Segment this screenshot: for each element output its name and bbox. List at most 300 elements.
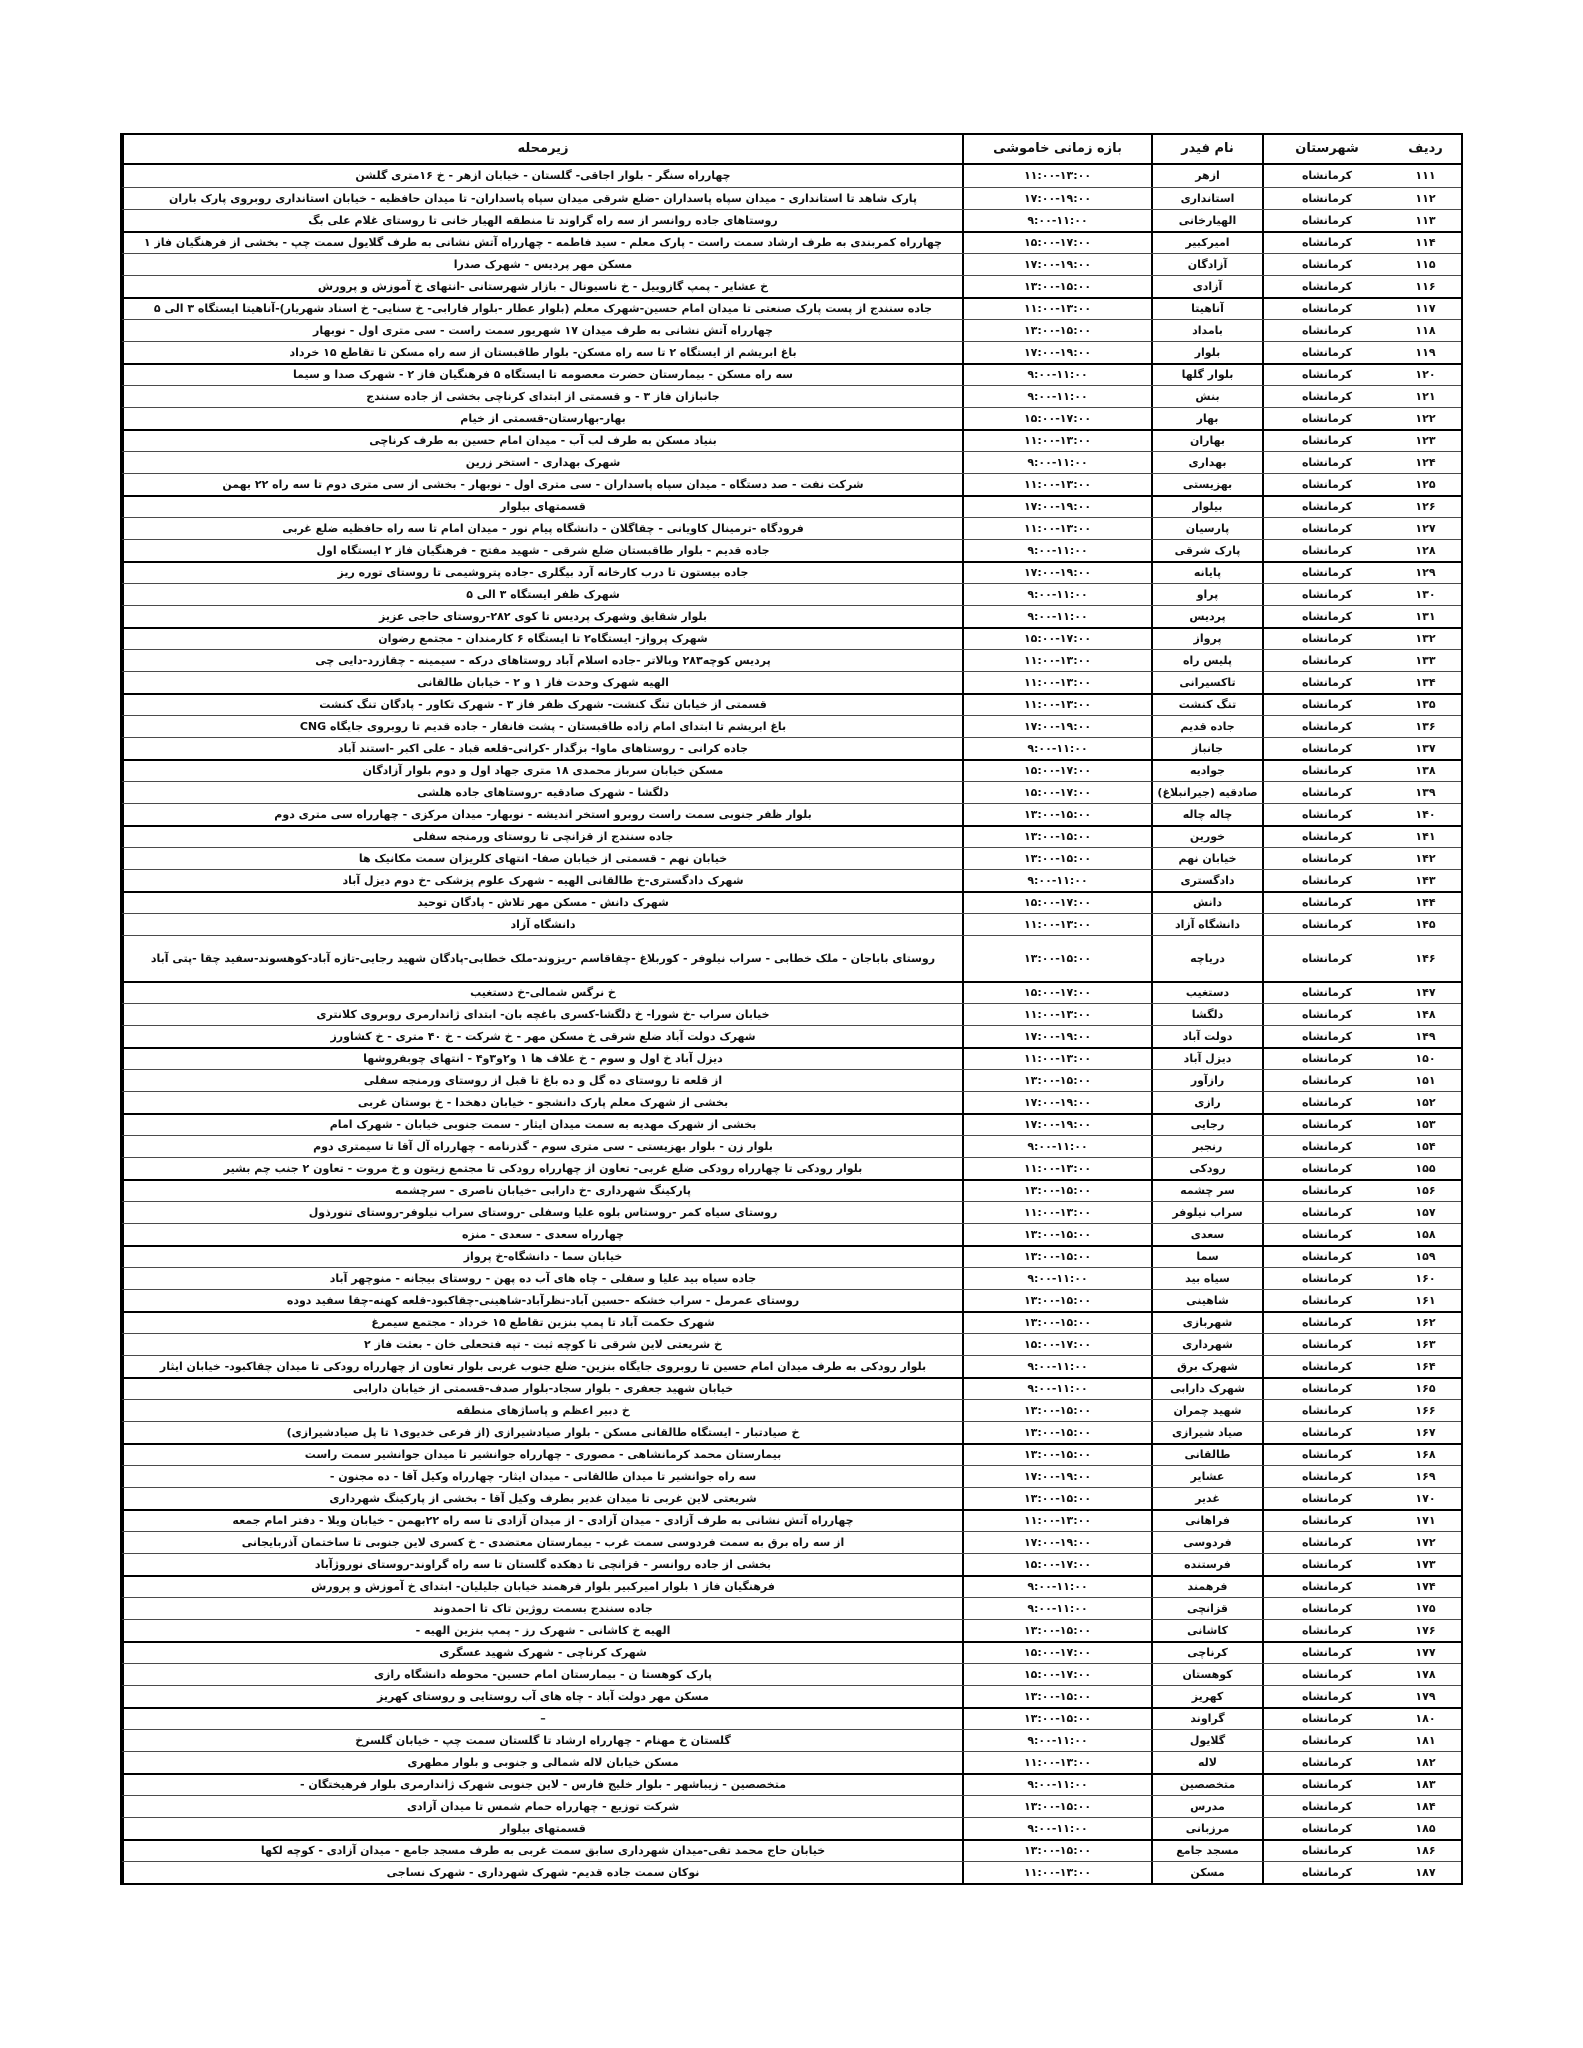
row-number-cell: ۱۶۲ <box>1415 1316 1436 1330</box>
county-cell: کرمانشاه <box>1262 1158 1390 1179</box>
sub-neighborhood-cell: بخشی از شهرک معلم پارک دانشجو - خیابان دهخدا - خ بوستان غربی <box>122 1092 962 1113</box>
county-cell: کرمانشاه <box>1262 1400 1390 1421</box>
row-number-cell: ۱۷۱ <box>1415 1514 1436 1528</box>
feeder-name-cell: سیاه بید <box>1151 1268 1262 1289</box>
table-row <box>122 1091 1461 1113</box>
feeder-name-cell: بیلوار <box>1151 497 1262 517</box>
row-number-cell: ۱۲۲ <box>1415 411 1436 425</box>
feeder-name-cell: دادگستری <box>1151 870 1262 891</box>
outage-time-value: ۹:۰۰-۱۱:۰۰ <box>1027 368 1088 382</box>
sub-neighborhood-cell: متخصصین - زیباشهر - بلوار خلیج فارس - لاین جنوبی شهرک ژاندارمری بلوار فرهیختگان - <box>122 1775 962 1795</box>
county-cell: کرمانشاه <box>1262 1554 1390 1575</box>
row-number-cell: ۱۱۳ <box>1415 213 1436 227</box>
outage-time-value: ۱۱:۰۰-۱۳:۰۰ <box>1023 1161 1092 1175</box>
sub-neighborhood-cell: خ نرگس شمالی-خ دستغیب <box>122 983 962 1003</box>
county-cell: کرمانشاه <box>1262 497 1390 517</box>
feeder-name-cell: کاشانی <box>1151 1620 1262 1641</box>
table-row <box>122 583 1461 605</box>
feeder-name-cell: پلیس راه <box>1151 650 1262 671</box>
row-number-cell: ۱۴۸ <box>1415 1007 1436 1021</box>
table-row <box>122 1685 1461 1707</box>
feeder-name-cell: دولت آباد <box>1151 1026 1262 1047</box>
outage-time-cell <box>962 761 1151 781</box>
county-cell: کرمانشاه <box>1262 761 1390 781</box>
sub-neighborhood-cell: دیزل آباد خ اول و سوم - خ علاف ها ۱ و۲و۳و۴ - انتهای چوبفروشها <box>122 1049 962 1069</box>
outage-time-value: ۹:۰۰-۱۱:۰۰ <box>1027 609 1088 623</box>
county-cell: کرمانشاه <box>1262 1643 1390 1663</box>
table-row <box>122 341 1461 363</box>
table-row <box>122 605 1461 627</box>
table-row <box>122 715 1461 737</box>
table-row <box>122 231 1461 253</box>
feeder-name-cell: آزادگان <box>1151 254 1262 275</box>
outage-time-cell <box>962 848 1151 869</box>
county-cell: کرمانشاه <box>1262 1356 1390 1377</box>
table-row <box>122 1817 1461 1839</box>
table-row <box>122 1751 1461 1773</box>
outage-time-value: ۱۷:۰۰-۱۹:۰۰ <box>1023 191 1092 205</box>
row-number-cell: ۱۲۴ <box>1415 455 1436 469</box>
outage-time-cell <box>962 1643 1151 1663</box>
table-row <box>122 1135 1461 1157</box>
table-row <box>122 1047 1461 1069</box>
row-number-cell: ۱۶۹ <box>1415 1469 1436 1483</box>
outage-time-value: ۱۳:۰۰-۱۵:۰۰ <box>1023 1073 1092 1087</box>
county-cell: کرمانشاه <box>1262 1181 1390 1201</box>
feeder-name-cell: قزانچی <box>1151 1598 1262 1619</box>
outage-time-cell <box>962 983 1151 1003</box>
row-number-cell: ۱۶۰ <box>1415 1271 1436 1285</box>
outage-time-value: ۱۳:۰۰-۱۵:۰۰ <box>1023 1250 1092 1264</box>
county-cell: کرمانشاه <box>1262 650 1390 671</box>
outage-time-cell <box>962 1136 1151 1157</box>
row-number-cell: ۱۷۷ <box>1415 1646 1436 1660</box>
outage-time-cell <box>962 629 1151 649</box>
outage-time-cell <box>962 1620 1151 1641</box>
county-cell: کرمانشاه <box>1262 1709 1390 1729</box>
outage-time-value: ۱۳:۰۰-۱۵:۰۰ <box>1023 1425 1092 1439</box>
outage-time-value: ۱۱:۰۰-۱۳:۰۰ <box>1023 521 1092 535</box>
outage-time-value: ۱۷:۰۰-۱۹:۰۰ <box>1023 345 1092 359</box>
table-row <box>122 1355 1461 1377</box>
county-cell: کرمانشاه <box>1262 1247 1390 1267</box>
outage-time-value: ۱۱:۰۰-۱۳:۰۰ <box>1023 1755 1092 1769</box>
sub-neighborhood-cell: از سه راه برق به سمت فردوسی سمت غرب - بیمارستان معتضدی - خ کسری لاین جنوبی تا ساختمان آذربایجانی <box>122 1532 962 1553</box>
row-number-cell: ۱۴۵ <box>1415 917 1436 931</box>
row-number-cell: ۱۳۴ <box>1415 675 1436 689</box>
sub-neighborhood-cell: روستاهای جاده روانسر از سه راه گراوند تا منطقه الهیار خانی تا روستای غلام علی بگ <box>122 210 962 231</box>
table-row <box>122 165 1461 187</box>
outage-time-value: ۱۱:۰۰-۱۳:۰۰ <box>1023 675 1092 689</box>
table-row <box>122 363 1461 385</box>
county-cell: کرمانشاه <box>1262 782 1390 803</box>
county-cell: کرمانشاه <box>1262 848 1390 869</box>
feeder-name-cell: دستغیب <box>1151 983 1262 1003</box>
feeder-name-cell: شهرک دارابی <box>1151 1379 1262 1399</box>
sub-neighborhood-cell: نوکان سمت جاده قدیم- شهرک شهرداری - شهرک نساجی <box>122 1862 962 1883</box>
outage-time-value: ۹:۰۰-۱۱:۰۰ <box>1027 1821 1088 1835</box>
outage-time-value: ۱۳:۰۰-۱۵:۰۰ <box>1023 323 1092 337</box>
outage-time-cell <box>962 254 1151 275</box>
sub-neighborhood-cell: جاده کرانی - روستاهای ماوا- بزگدار -کرانی-قلعه قباد - علی اکبر -استند آباد <box>122 738 962 759</box>
outage-time-cell <box>962 804 1151 825</box>
county-cell: کرمانشاه <box>1262 1664 1390 1685</box>
feeder-name-cell: تاکسیرانی <box>1151 672 1262 693</box>
outage-time-value: ۱۱:۰۰-۱۳:۰۰ <box>1023 1865 1092 1879</box>
row-number-cell: ۱۷۳ <box>1415 1557 1436 1571</box>
outage-time-value: ۱۷:۰۰-۱۹:۰۰ <box>1023 1029 1092 1043</box>
outage-time-value: ۹:۰۰-۱۱:۰۰ <box>1027 1601 1088 1615</box>
table-row <box>122 737 1461 759</box>
sub-neighborhood-cell: سه راه جوانشیر تا میدان طالقانی - میدان ایثار- چهارراه وکیل آقا - ده مجنون - <box>122 1466 962 1487</box>
county-cell: کرمانشاه <box>1262 695 1390 715</box>
outage-time-cell <box>962 540 1151 561</box>
row-number-cell: ۱۵۴ <box>1415 1139 1436 1153</box>
sub-neighborhood-cell: شهرک بهداری - استخر زرین <box>122 452 962 473</box>
table-row <box>122 517 1461 539</box>
outage-time-value: ۱۱:۰۰-۱۳:۰۰ <box>1023 477 1092 491</box>
sub-neighborhood-cell: جانبازان فاز ۳ - و قسمتی از ابتدای کرناچی بخشی از جاده سنندج <box>122 386 962 407</box>
county-cell: کرمانشاه <box>1262 1598 1390 1619</box>
row-number-cell: ۱۳۶ <box>1415 719 1436 733</box>
table-row <box>122 1531 1461 1553</box>
outage-time-value: ۱۳:۰۰-۱۵:۰۰ <box>1023 1712 1092 1726</box>
sub-neighborhood-cell: جاده سنندج بسمت روژین تاک تا احمدوند <box>122 1598 962 1619</box>
feeder-name-cell: جاده قدیم <box>1151 716 1262 737</box>
outage-time-cell <box>962 474 1151 495</box>
row-number-cell: ۱۱۶ <box>1415 279 1436 293</box>
county-cell: کرمانشاه <box>1262 827 1390 847</box>
county-cell: کرمانشاه <box>1262 431 1390 451</box>
county-cell: کرمانشاه <box>1262 893 1390 913</box>
row-number-cell: ۱۸۳ <box>1415 1778 1436 1792</box>
sub-neighborhood-cell: سه راه مسکن - بیمارستان حضرت معصومه تا ایستگاه ۵ فرهنگیان فاز ۲ - شهرک صدا و سیما <box>122 365 962 385</box>
table-row <box>122 1377 1461 1399</box>
row-number-cell: ۱۲۱ <box>1415 389 1436 403</box>
outage-time-value: ۱۳:۰۰-۱۵:۰۰ <box>1023 1316 1092 1330</box>
row-number-cell: ۱۱۲ <box>1415 191 1436 205</box>
outage-time-value: ۱۳:۰۰-۱۵:۰۰ <box>1023 1448 1092 1462</box>
county-cell: کرمانشاه <box>1262 1290 1390 1311</box>
table-row <box>122 1641 1461 1663</box>
sub-neighborhood-cell: شهرک دولت آباد ضلع شرقی خ مسکن مهر - خ شرکت - خ ۴۰ متری - خ کشاورز <box>122 1026 962 1047</box>
outage-time-value: ۱۱:۰۰-۱۳:۰۰ <box>1023 1205 1092 1219</box>
table-row <box>122 1795 1461 1817</box>
feeder-name-cell: دلگشا <box>1151 1004 1262 1025</box>
outage-time-cell <box>962 1224 1151 1245</box>
sub-neighborhood-cell: – <box>122 1709 962 1729</box>
outage-time-cell <box>962 1577 1151 1597</box>
sub-neighborhood-cell: جاده قدیم - بلوار طاقبستان ضلع شرقی - شهید مفتح - فرهنگیان فاز ۲ ایستگاه اول <box>122 540 962 561</box>
county-cell: کرمانشاه <box>1262 716 1390 737</box>
feeder-name-cell: شاهینی <box>1151 1290 1262 1311</box>
feeder-name-cell: الهیارخانی <box>1151 210 1262 231</box>
table-row <box>122 1619 1461 1641</box>
county-cell: کرمانشاه <box>1262 1004 1390 1025</box>
sub-neighborhood-cell: قسمتهای بیلوار <box>122 497 962 517</box>
col-header-sub-neighborhood: زیرمحله <box>122 135 962 163</box>
table-row <box>122 759 1461 781</box>
table-row <box>122 1553 1461 1575</box>
table-row <box>122 1597 1461 1619</box>
sub-neighborhood-cell: خ دبیر اعظم و پاساژهای منطقه <box>122 1400 962 1421</box>
row-number-cell: ۱۷۸ <box>1415 1667 1436 1681</box>
feeder-name-cell: رنجبر <box>1151 1136 1262 1157</box>
row-number-cell: ۱۵۷ <box>1415 1205 1436 1219</box>
county-cell: کرمانشاه <box>1262 474 1390 495</box>
feeder-name-cell: خیابان نهم <box>1151 848 1262 869</box>
county-cell: کرمانشاه <box>1262 1775 1390 1795</box>
row-number-cell: ۱۵۵ <box>1415 1161 1436 1175</box>
county-cell: کرمانشاه <box>1262 1730 1390 1751</box>
sub-neighborhood-cell: بلوار شقایق وشهرک پردیس تا کوی ۲۸۲-روستای حاجی عزیز <box>122 606 962 627</box>
table-row <box>122 981 1461 1003</box>
outage-time-cell <box>962 1070 1151 1091</box>
row-number-cell: ۱۵۲ <box>1415 1095 1436 1109</box>
county-cell: کرمانشاه <box>1262 1686 1390 1707</box>
outage-time-cell <box>962 606 1151 627</box>
table-row <box>122 539 1461 561</box>
county-cell: کرمانشاه <box>1262 188 1390 209</box>
outage-time-cell <box>962 584 1151 605</box>
table-row <box>122 1311 1461 1333</box>
feeder-name-cell: کوهستان <box>1151 1664 1262 1685</box>
feeder-name-cell: خورین <box>1151 827 1262 847</box>
feeder-name-cell: پرواز <box>1151 629 1262 649</box>
sub-neighborhood-cell: قسمتی از خیابان تنگ کنشت- شهرک ظفر فاز ۳ - شهرک تکاور - پادگان تنگ کنشت <box>122 695 962 715</box>
table-row <box>122 1509 1461 1531</box>
outage-time-cell <box>962 320 1151 341</box>
feeder-name-cell: تنگ کنشت <box>1151 695 1262 715</box>
feeder-name-cell: بامداد <box>1151 320 1262 341</box>
sub-neighborhood-cell: مسکن مهر دولت آباد - چاه های آب روستایی و روستای کهریز <box>122 1686 962 1707</box>
county-cell: کرمانشاه <box>1262 165 1390 187</box>
table-row <box>122 1223 1461 1245</box>
table-row <box>122 407 1461 429</box>
outage-time-value: ۱۷:۰۰-۱۹:۰۰ <box>1023 566 1092 580</box>
outage-time-cell <box>962 1026 1151 1047</box>
outage-time-cell <box>962 1445 1151 1465</box>
outage-time-value: ۹:۰۰-۱۱:۰۰ <box>1027 1139 1088 1153</box>
row-number-cell: ۱۲۶ <box>1415 500 1436 514</box>
sub-neighborhood-cell: شهرک کرناچی - شهرک شهید عسگری <box>122 1643 962 1663</box>
outage-time-cell <box>962 1488 1151 1509</box>
row-number-cell: ۱۲۳ <box>1415 434 1436 448</box>
sub-neighborhood-cell: روستای عمرمل - سراب خشکه -حسین آباد-نظرآباد-شاهینی-چقاکبود-قلعه کهنه-چقا سفید دوده <box>122 1290 962 1311</box>
sub-neighborhood-cell: شهرک حکمت آباد تا پمپ بنزین تقاطع ۱۵ خرداد - مجتمع سیمرغ <box>122 1313 962 1333</box>
sub-neighborhood-cell: خیابان سما - دانشگاه-خ پرواز <box>122 1247 962 1267</box>
outage-time-value: ۱۷:۰۰-۱۹:۰۰ <box>1023 1095 1092 1109</box>
feeder-name-cell: مرزبانی <box>1151 1818 1262 1839</box>
table-row <box>122 1267 1461 1289</box>
row-number-cell: ۱۵۰ <box>1415 1052 1436 1066</box>
row-number-cell: ۱۲۹ <box>1415 566 1436 580</box>
sub-neighborhood-cell: چهارراه سعدی - سعدی - منزه <box>122 1224 962 1245</box>
outage-time-value: ۱۵:۰۰-۱۷:۰۰ <box>1023 1667 1092 1681</box>
county-cell: کرمانشاه <box>1262 1334 1390 1355</box>
table-row <box>122 385 1461 407</box>
outage-time-cell <box>962 1268 1151 1289</box>
outage-time-value: ۱۱:۰۰-۱۳:۰۰ <box>1023 169 1092 183</box>
outage-time-cell <box>962 497 1151 517</box>
sub-neighborhood-cell: شریعتی لاین غربی تا میدان غدیر بطرف وکیل آقا - بخشی از پارکینگ شهرداری <box>122 1488 962 1509</box>
table-row <box>122 1465 1461 1487</box>
feeder-name-cell: بهزیستی <box>1151 474 1262 495</box>
row-number-cell: ۱۱۵ <box>1415 257 1436 271</box>
county-cell: کرمانشاه <box>1262 1224 1390 1245</box>
row-number-cell: ۱۵۱ <box>1415 1073 1436 1087</box>
table-row <box>122 1443 1461 1465</box>
table-row <box>122 671 1461 693</box>
county-cell: کرمانشاه <box>1262 254 1390 275</box>
row-number-cell: ۱۱۴ <box>1415 236 1436 250</box>
feeder-name-cell: پردیس <box>1151 606 1262 627</box>
table-row <box>122 209 1461 231</box>
outage-time-cell <box>962 1796 1151 1817</box>
outage-time-cell <box>962 782 1151 803</box>
row-number-cell: ۱۲۵ <box>1415 477 1436 491</box>
sub-neighborhood-cell: روستای سیاه کمر -روستاس بلوه علیا وسفلی -روستای سراب نیلوفر-روستای تنورذول <box>122 1202 962 1223</box>
row-number-cell: ۱۸۲ <box>1415 1755 1436 1769</box>
outage-time-value: ۱۵:۰۰-۱۷:۰۰ <box>1023 632 1092 646</box>
sub-neighborhood-cell: جاده سنندج از قزانچی تا روستای ورمنجه سفلی <box>122 827 962 847</box>
outage-time-cell <box>962 1818 1151 1839</box>
row-number-cell: ۱۶۶ <box>1415 1403 1436 1417</box>
outage-time-value: ۱۷:۰۰-۱۹:۰۰ <box>1023 1118 1092 1132</box>
sub-neighborhood-cell: چهارراه کمربندی به طرف ارشاد سمت راست - پارک معلم - سید فاطمه - چهارراه آتش نشانی به طرف گلایول سمت چپ - بخشی از فرهنگیان فاز ۱ <box>122 233 962 253</box>
sub-neighborhood-cell: مسکن خیابان سرباز محمدی ۱۸ متری جهاد اول و دوم بلوار آزادگان <box>122 761 962 781</box>
outage-time-value: ۱۳:۰۰-۱۵:۰۰ <box>1023 1491 1092 1505</box>
table-row <box>122 297 1461 319</box>
outage-time-value: ۱۱:۰۰-۱۳:۰۰ <box>1023 917 1092 931</box>
county-cell: کرمانشاه <box>1262 672 1390 693</box>
outage-time-value: ۱۳:۰۰-۱۵:۰۰ <box>1023 1799 1092 1813</box>
table-row <box>122 561 1461 583</box>
outage-time-cell <box>962 1686 1151 1707</box>
sub-neighborhood-cell: چهارراه آتش نشانی به طرف میدان ۱۷ شهریور سمت راست - سی متری اول - نوبهار <box>122 320 962 341</box>
county-cell: کرمانشاه <box>1262 1202 1390 1223</box>
table-row <box>122 1003 1461 1025</box>
outage-time-cell <box>962 1202 1151 1223</box>
feeder-name-cell: گراوند <box>1151 1709 1262 1729</box>
outage-time-value: ۹:۰۰-۱۱:۰۰ <box>1027 1733 1088 1747</box>
feeder-name-cell: غدیر <box>1151 1488 1262 1509</box>
feeder-name-cell: عشایر <box>1151 1466 1262 1487</box>
feeder-name-cell: دیزل آباد <box>1151 1049 1262 1069</box>
sub-neighborhood-cell: شرکت توزیع - چهارراه حمام شمس تا میدان آزادی <box>122 1796 962 1817</box>
outage-time-value: ۹:۰۰-۱۱:۰۰ <box>1027 741 1088 755</box>
feeder-name-cell: کرناچی <box>1151 1643 1262 1663</box>
feeder-name-cell: پراو <box>1151 584 1262 605</box>
row-number-cell: ۱۴۰ <box>1415 807 1436 821</box>
table-row <box>122 649 1461 671</box>
county-cell: کرمانشاه <box>1262 210 1390 231</box>
feeder-name-cell: امیرکبیر <box>1151 233 1262 253</box>
sub-neighborhood-cell: بهار-بهارستان-قسمتی از خیام <box>122 408 962 429</box>
county-cell: کرمانشاه <box>1262 629 1390 649</box>
table-row <box>122 1025 1461 1047</box>
row-number-cell: ۱۸۴ <box>1415 1799 1436 1813</box>
feeder-name-cell: رازی <box>1151 1092 1262 1113</box>
outage-time-cell <box>962 1554 1151 1575</box>
county-cell: کرمانشاه <box>1262 1422 1390 1443</box>
table-row <box>122 781 1461 803</box>
sub-neighborhood-cell: گلستان خ مهنام - چهارراه ارشاد تا گلستان سمت چپ - خیابان گلسرخ <box>122 1730 962 1751</box>
sub-neighborhood-cell: الهیه شهرک وحدت فاز ۱ و ۲ - خیابان طالقانی <box>122 672 962 693</box>
sub-neighborhood-cell: چهارراه سنگر - بلوار اجاقی- گلستان - خیابان ازهر - خ ۱۶متری گلشن <box>122 165 962 187</box>
row-number-cell: ۱۶۵ <box>1415 1382 1436 1396</box>
outage-time-value: ۱۵:۰۰-۱۷:۰۰ <box>1023 1337 1092 1351</box>
county-cell: کرمانشاه <box>1262 1268 1390 1289</box>
outage-time-value: ۱۱:۰۰-۱۳:۰۰ <box>1023 1052 1092 1066</box>
outage-time-cell <box>962 1313 1151 1333</box>
table-row <box>122 187 1461 209</box>
feeder-name-cell: بهاران <box>1151 431 1262 451</box>
outage-time-value: ۱۳:۰۰-۱۵:۰۰ <box>1023 851 1092 865</box>
outage-time-cell <box>962 452 1151 473</box>
sub-neighborhood-cell: شهرک پرواز- ایستگاه۲ تا ایستگاه ۶ کارمندان - مجتمع رضوان <box>122 629 962 649</box>
outage-time-cell <box>962 431 1151 451</box>
row-number-cell: ۱۶۳ <box>1415 1337 1436 1351</box>
outage-time-cell <box>962 827 1151 847</box>
table-row <box>122 1773 1461 1795</box>
outage-time-cell <box>962 1752 1151 1773</box>
county-cell: کرمانشاه <box>1262 1379 1390 1399</box>
row-number-cell: ۱۶۸ <box>1415 1448 1436 1462</box>
outage-time-cell <box>962 210 1151 231</box>
outage-time-cell <box>962 165 1151 187</box>
outage-time-cell <box>962 1004 1151 1025</box>
county-cell: کرمانشاه <box>1262 365 1390 385</box>
outage-time-value: ۱۵:۰۰-۱۷:۰۰ <box>1023 986 1092 1000</box>
sub-neighborhood-cell: دانشگاه آزاد <box>122 914 962 935</box>
sub-neighborhood-cell: شهرک دادگستری-خ طالقانی الهیه - شهرک علوم پزشکی -خ دوم دیزل آباد <box>122 870 962 891</box>
sub-neighborhood-cell: از قلعه تا روستای ده گل و ده باغ تا قبل از روستای ورمنجه سفلی <box>122 1070 962 1091</box>
table-row <box>122 1575 1461 1597</box>
col-header-county: شهرستان <box>1262 135 1390 163</box>
feeder-name-cell: دانشگاه آزاد <box>1151 914 1262 935</box>
outage-time-value: ۹:۰۰-۱۱:۰۰ <box>1027 1271 1088 1285</box>
county-cell: کرمانشاه <box>1262 563 1390 583</box>
county-cell: کرمانشاه <box>1262 1752 1390 1773</box>
outage-time-value: ۱۷:۰۰-۱۹:۰۰ <box>1023 257 1092 271</box>
county-cell: کرمانشاه <box>1262 1796 1390 1817</box>
feeder-name-cell: فراهانی <box>1151 1511 1262 1531</box>
col-header-outage-time: بازه زمانی خاموشی <box>962 135 1151 163</box>
row-number-cell: ۱۸۶ <box>1415 1844 1436 1858</box>
table-row <box>122 627 1461 649</box>
outage-time-value: ۱۷:۰۰-۱۹:۰۰ <box>1023 719 1092 733</box>
row-number-cell: ۱۳۱ <box>1415 609 1436 623</box>
sub-neighborhood-cell: جاده سیاه بید علیا و سفلی - چاه های آب ده پهن - روستای بیجانه - منوچهر آباد <box>122 1268 962 1289</box>
sub-neighborhood-cell: خ شریعتی لاین شرقی تا کوچه ثبت - تپه فتحعلی خان - بعثت فاز ۲ <box>122 1334 962 1355</box>
outage-time-cell <box>962 1532 1151 1553</box>
county-cell: کرمانشاه <box>1262 320 1390 341</box>
county-cell: کرمانشاه <box>1262 1532 1390 1553</box>
outage-time-cell <box>962 563 1151 583</box>
county-cell: کرمانشاه <box>1262 914 1390 935</box>
outage-time-cell <box>962 1775 1151 1795</box>
county-cell: کرمانشاه <box>1262 1049 1390 1069</box>
table-row <box>122 1663 1461 1685</box>
row-number-cell: ۱۲۸ <box>1415 543 1436 557</box>
outage-time-value: ۱۳:۰۰-۱۵:۰۰ <box>1023 1844 1092 1858</box>
outage-time-value: ۹:۰۰-۱۱:۰۰ <box>1027 1382 1088 1396</box>
outage-time-cell <box>962 1290 1151 1311</box>
county-cell: کرمانشاه <box>1262 983 1390 1003</box>
outage-time-cell <box>962 386 1151 407</box>
feeder-name-cell: شهید چمران <box>1151 1400 1262 1421</box>
